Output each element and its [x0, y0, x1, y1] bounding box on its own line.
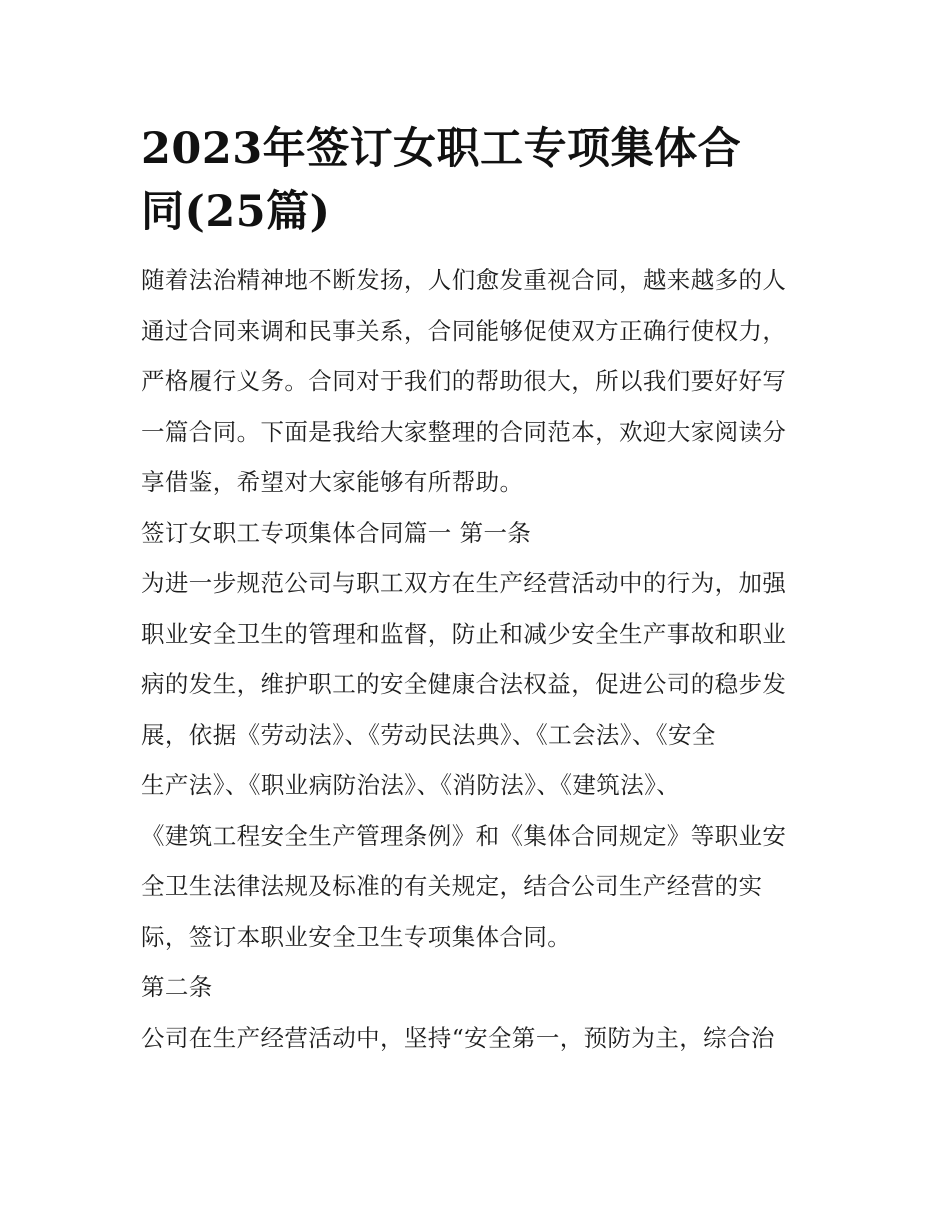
text-line: 际，签订本职业安全卫生专项集体合同。 — [141, 922, 572, 951]
text-line: 全卫生法律法规及标准的有关规定，结合公司生产经营的实 — [141, 872, 763, 900]
text-line: 生产法》、《职业病防治法》、《消防法》、《建筑法》、 — [141, 771, 681, 799]
text-line: 展，依据《劳动法》、《劳动民法典》、《工会法》、《安全 — [141, 720, 716, 749]
text-line: 通过合同来调和民事关系，合同能够促使双方正确行使权力， — [141, 316, 787, 345]
section-heading-article-1 — [141, 508, 811, 559]
text-line: 为进一步规范公司与职工双方在生产经营活动中的行为，加强 — [141, 569, 787, 597]
text-line: 一篇合同。下面是我给大家整理的合同范本，欢迎大家阅读分 — [141, 417, 787, 446]
text-line: 公司在生产经营活动中，坚持“安全第一，预防为主，综合治 — [141, 1023, 775, 1052]
text-line: 严格履行义务。合同对于我们的帮助很大，所以我们要好好写 — [141, 367, 787, 395]
article-2-paragraph — [141, 1013, 811, 1064]
text-line: 随着法治精神地不断发扬，人们愈发重视合同，越来越多的人 — [141, 266, 787, 294]
text-line: 签订女职工专项集体合同篇一 第一条 — [141, 518, 532, 547]
title-line: 同(25篇) — [141, 187, 331, 237]
text-line: 享借鉴，希望对大家能够有所帮助。 — [141, 468, 524, 496]
article-2-heading — [141, 962, 811, 1013]
document-body — [141, 255, 811, 1063]
text-line: 第二条 — [141, 973, 213, 1001]
title-line: 2023年签订女职工专项集体合 — [141, 124, 742, 174]
intro-paragraph — [141, 255, 811, 508]
document-title — [141, 118, 811, 244]
text-line: 职业安全卫生的管理和监督，防止和减少安全生产事故和职业 — [141, 619, 787, 648]
article-1-paragraph — [141, 558, 811, 962]
text-line: 病的发生，维护职工的安全健康合法权益，促进公司的稳步发 — [141, 670, 787, 698]
document-page — [141, 118, 811, 1063]
text-line: 《建筑工程安全生产管理条例》和《集体合同规定》等职业安 — [141, 821, 787, 850]
